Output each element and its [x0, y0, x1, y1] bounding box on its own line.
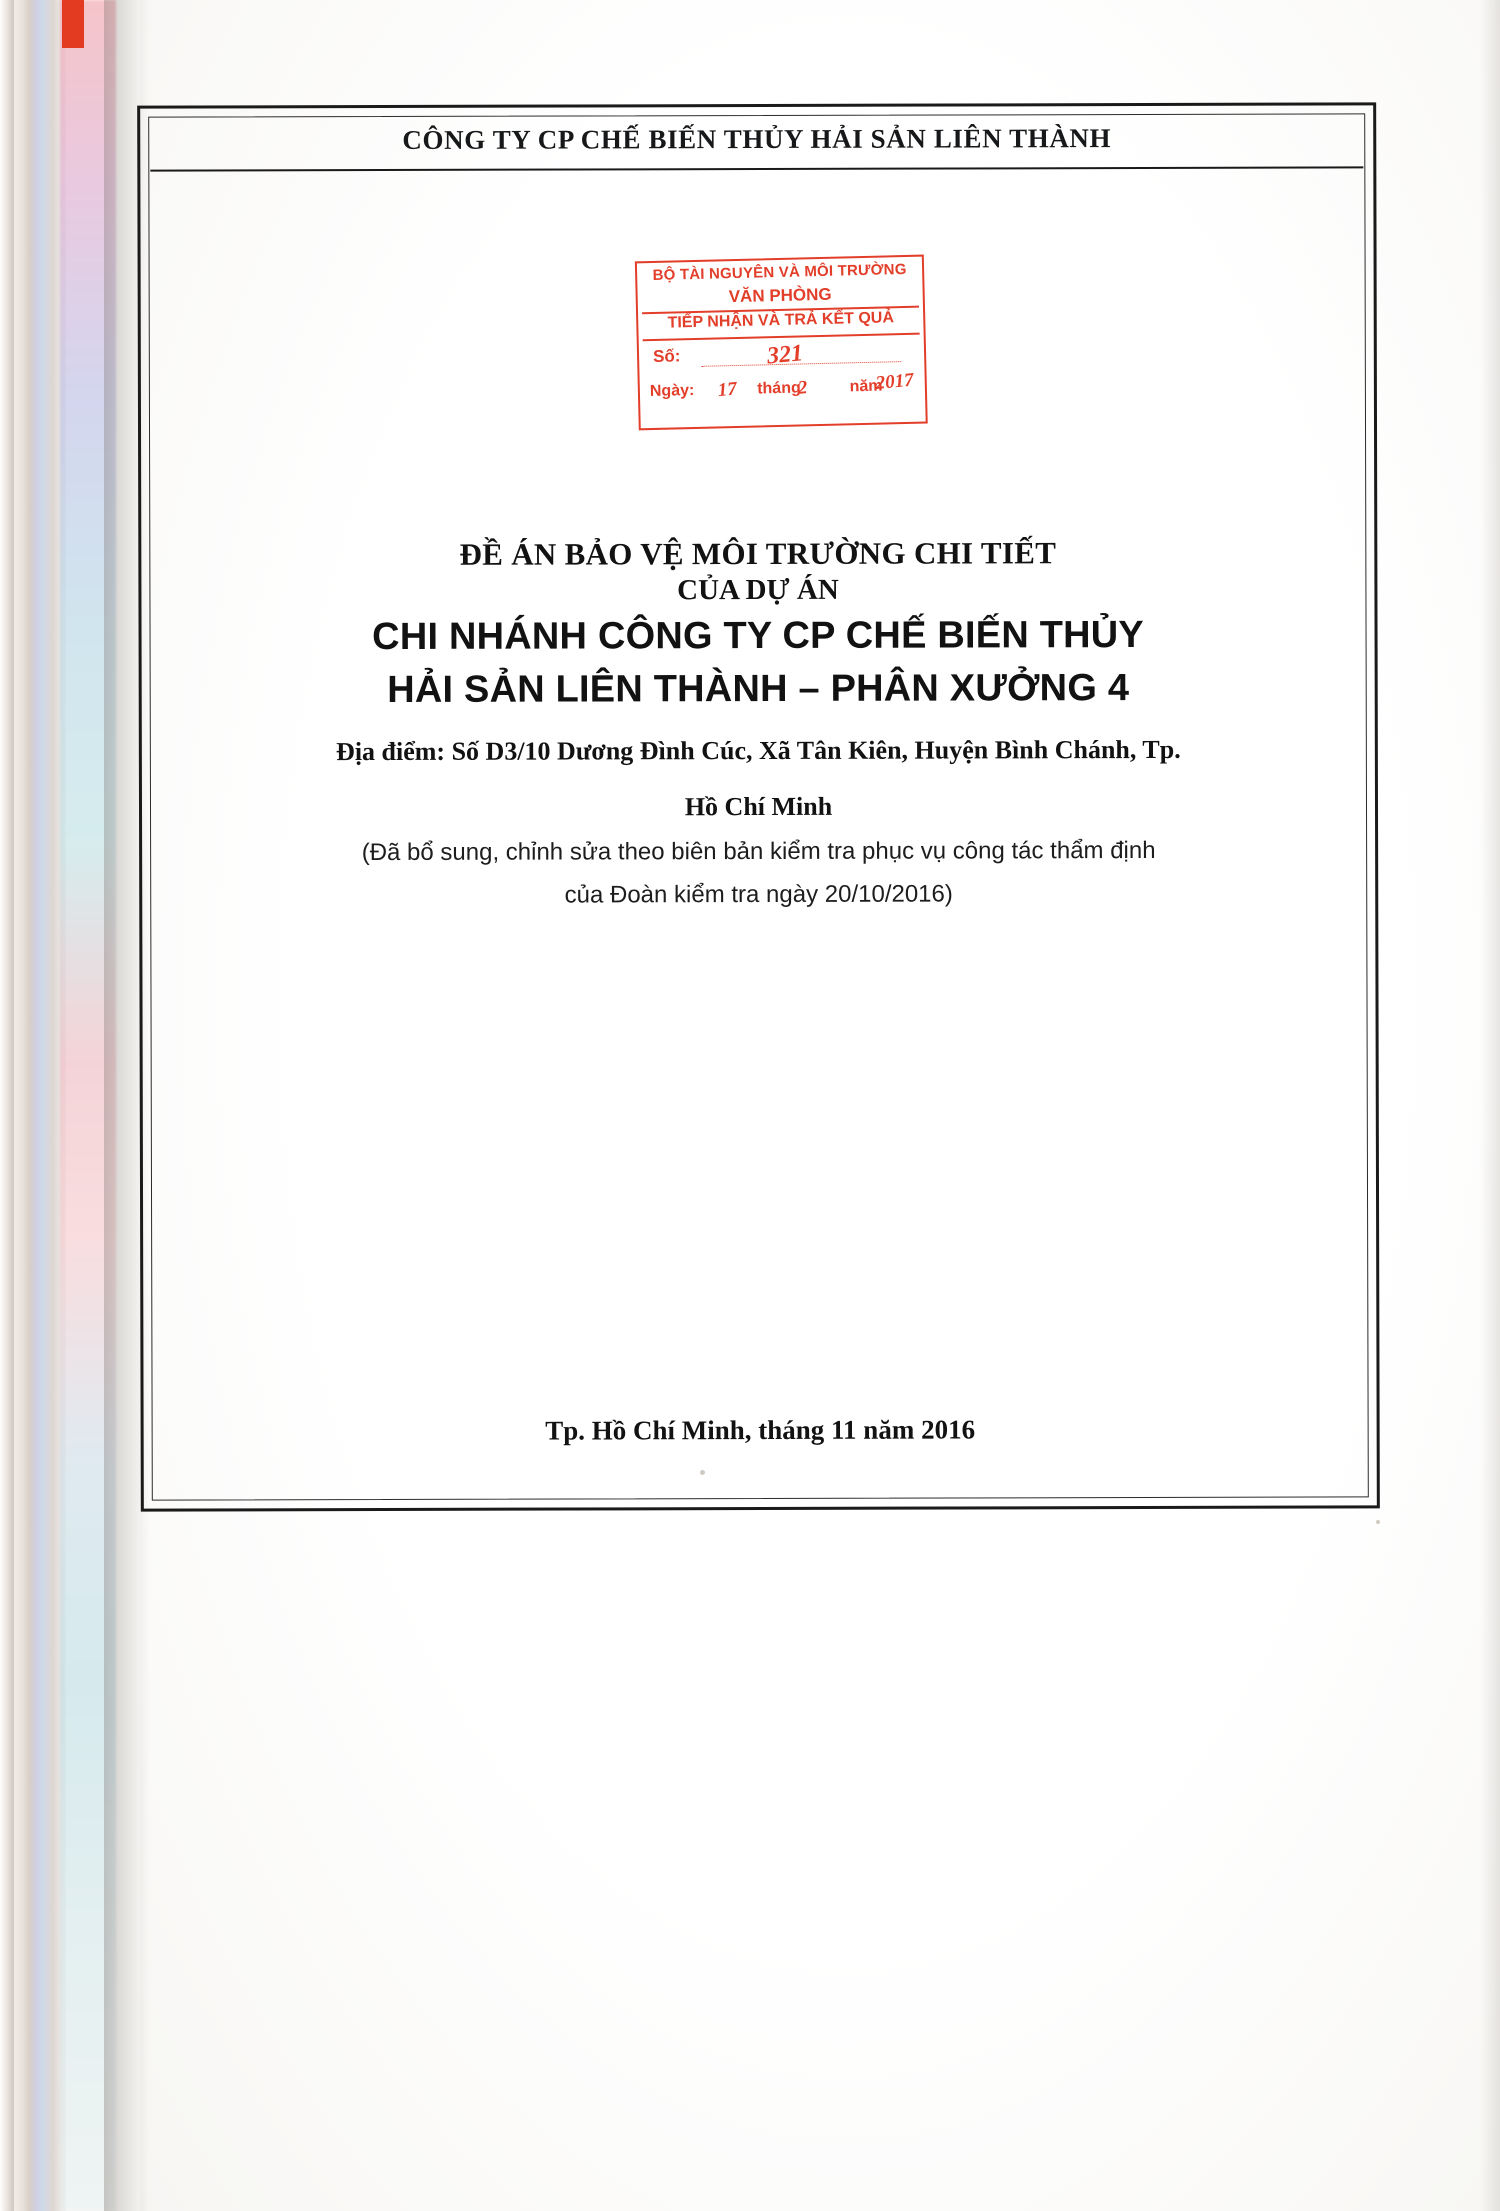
revision-note-line-2: của Đoàn kiểm tra ngày 20/10/2016) [564, 880, 953, 909]
project-name-line-2: HẢI SẢN LIÊN THÀNH – PHÂN XƯỞNG 4 [387, 666, 1130, 711]
document-border-inner [148, 113, 1369, 1500]
book-binding-edge [0, 0, 14, 2211]
project-name-line-1: CHI NHÁNH CÔNG TY CP CHẾ BIẾN THỦY [372, 614, 1144, 659]
reception-stamp [635, 255, 928, 431]
document-footer: Tp. Hồ Chí Minh, tháng 11 năm 2016 [545, 1414, 976, 1446]
stamp-date-year: 2017 [874, 369, 915, 395]
stamp-authority-line: BỘ TÀI NGUYÊN VÀ MÔI TRƯỜNG [652, 260, 907, 284]
stamp-date-label [650, 378, 883, 401]
binding-red-mark [62, 0, 84, 48]
stamp-office-line: VĂN PHÒNG [728, 284, 832, 307]
revision-note-line-1: (Đã bổ sung, chỉnh sửa theo biên bản kiểm tra phục vụ công tác thẩm định [361, 836, 1156, 866]
title-block [210, 535, 1306, 913]
document-content [149, 114, 1368, 1499]
document-title-line-1: ĐỀ ÁN BẢO VỆ MÔI TRƯỜNG CHI TIẾT [459, 535, 1057, 572]
stamp-number-value: 321 [765, 340, 805, 370]
stamp-number-label: Số: [652, 346, 681, 366]
stamp-year-label: năm [849, 377, 883, 396]
scan-speck [1376, 1520, 1380, 1524]
stamp-month-label: tháng [757, 379, 801, 398]
book-binding-band [14, 0, 66, 2211]
project-location-line-1: Địa điểm: Số D3/10 Dương Đình Cúc, Xã Tân Kiên, Huyện Bình Chánh, Tp. [335, 734, 1181, 767]
stamp-date-prefix: Ngày: [649, 382, 695, 401]
stamp-service-line: TIẾP NHẬN VÀ TRẢ KẾT QUẢ [667, 309, 895, 332]
document-border-frame [137, 102, 1380, 1511]
stamp-date-day: 17 [716, 378, 738, 402]
stamp-divider-2 [643, 333, 920, 341]
header-divider [150, 166, 1363, 171]
stamp-date-month: 2 [796, 377, 809, 399]
project-location-line-2: Hồ Chí Minh [684, 792, 833, 822]
document-title-line-2: CỦA DỰ ÁN [677, 573, 839, 606]
page-right-shadow [1480, 0, 1500, 2211]
company-header: CÔNG TY CP CHẾ BIẾN THỦY HẢI SẢN LIÊN THÀNH [402, 123, 1112, 155]
